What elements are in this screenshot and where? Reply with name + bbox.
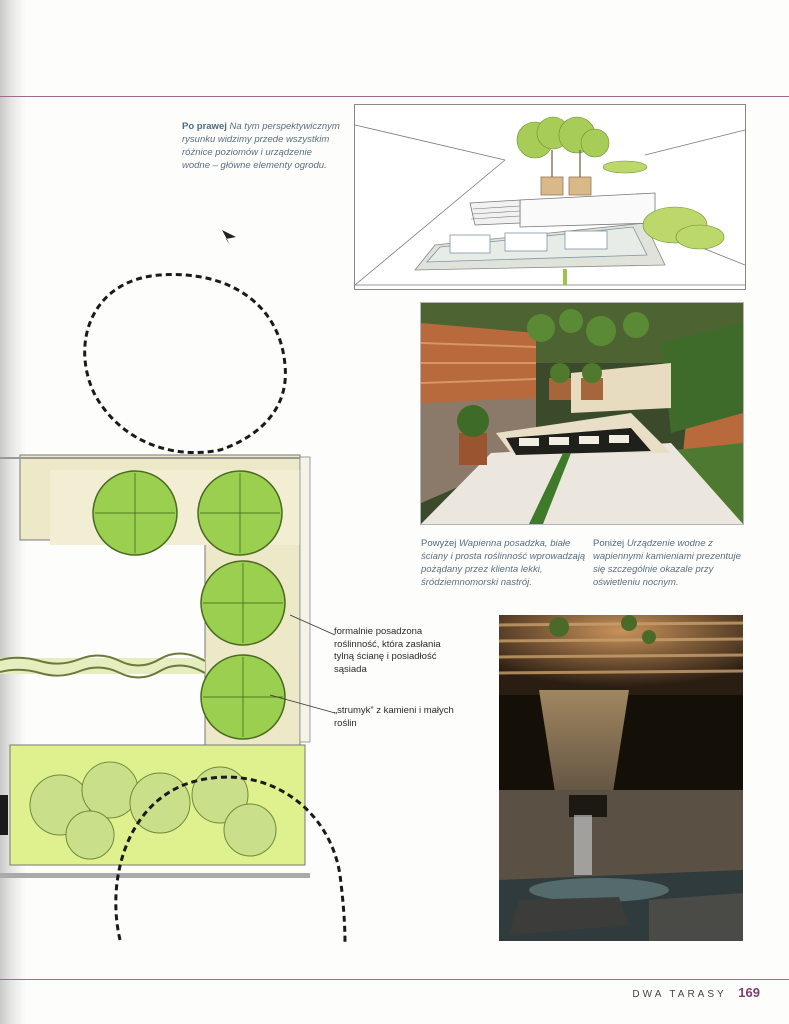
page-number: 169 [738, 985, 760, 1000]
caption-right [182, 120, 342, 172]
caption-above-lead: Powyżej [421, 538, 457, 549]
caption-right-text: Na tym perspektywicznym rysunku widzimy przede wszystkim różnice poziomów i urządzenie wodne – główne elementy ogrodu. [182, 121, 340, 171]
callout-formal-planting: formalnie posadzona roślinność, która zasłania tylną ścianę i posiadłość sąsiada [334, 626, 441, 675]
garden-plan-drawing [0, 225, 360, 945]
photo-night-water-feature [499, 615, 743, 941]
callout-stream: „strumyk” z kamieni i małych roślin [334, 705, 454, 729]
caption-right-lead: Po prawej [182, 121, 227, 132]
caption-below-text: Urządzenie wodne z wapiennymi kamieniami prezentuje się szczególnie okazale przy oświetleniu nocnym. [593, 538, 741, 588]
bottom-rule [0, 979, 789, 980]
photo-daytime-garden [420, 302, 744, 525]
caption-below-lead: Poniżej [593, 538, 625, 549]
top-rule [0, 96, 789, 97]
page-footer [560, 985, 760, 1000]
perspective-sketch [354, 104, 746, 290]
caption-above [421, 537, 589, 589]
caption-above-text: Wapienna posadzka, białe ściany i prosta roślinność wprowadzają pożądany przez klienta lekki, śródziemnomorski nastrój. [421, 538, 586, 588]
footer-section-title: DWA TARASY [632, 989, 727, 1000]
caption-below [593, 537, 743, 589]
